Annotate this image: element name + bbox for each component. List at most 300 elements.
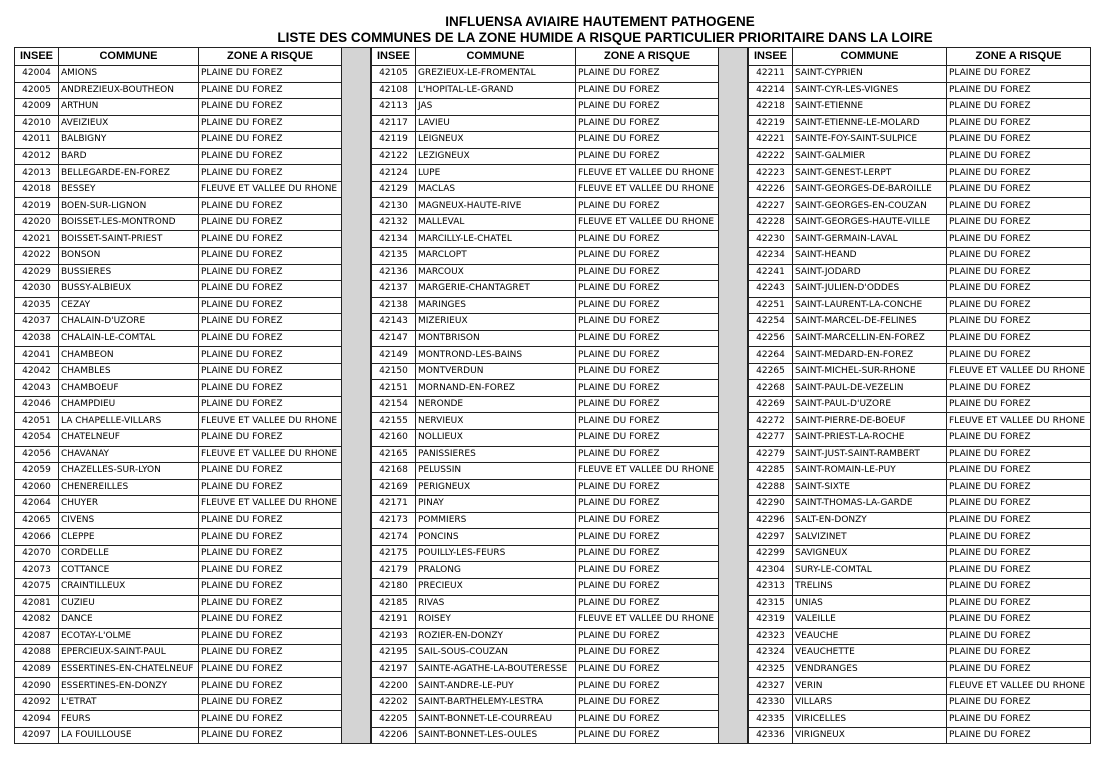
zone-cell: PLAINE DU FOREZ	[576, 66, 719, 83]
commune-cell: BUSSY-ALBIEUX	[59, 281, 199, 298]
insee-cell: 42150	[372, 363, 416, 380]
table-row	[15, 264, 342, 281]
commune-cell: FEURS	[59, 711, 199, 728]
table-row	[372, 529, 719, 546]
insee-cell: 42222	[749, 148, 793, 165]
commune-cell: SAINT-GALMIER	[793, 148, 947, 165]
table-row	[372, 678, 719, 695]
zone-cell: PLAINE DU FOREZ	[947, 380, 1091, 397]
zone-cell: PLAINE DU FOREZ	[576, 330, 719, 347]
table-row	[749, 231, 1091, 248]
commune-cell: CUZIEU	[59, 595, 199, 612]
zone-cell: PLAINE DU FOREZ	[947, 578, 1091, 595]
commune-cell: MORNAND-EN-FOREZ	[416, 380, 576, 397]
insee-cell: 42119	[372, 132, 416, 149]
insee-cell: 42211	[749, 66, 793, 83]
zone-cell: PLAINE DU FOREZ	[199, 231, 342, 248]
commune-cell: MONTROND-LES-BAINS	[416, 347, 576, 364]
insee-cell: 42234	[749, 248, 793, 265]
insee-cell: 42117	[372, 115, 416, 132]
zone-cell: PLAINE DU FOREZ	[199, 612, 342, 629]
zone-cell: PLAINE DU FOREZ	[199, 132, 342, 149]
commune-cell: SAINT-GEORGES-EN-COUZAN	[793, 198, 947, 215]
zone-cell: PLAINE DU FOREZ	[576, 595, 719, 612]
commune-cell: PINAY	[416, 496, 576, 513]
table-row	[15, 545, 342, 562]
insee-cell: 42134	[372, 231, 416, 248]
document-title: INFLUENSA AVIAIRE HAUTEMENT PATHOGENE	[445, 14, 755, 29]
table-row	[749, 496, 1091, 513]
commune-cell: MALLEVAL	[416, 214, 576, 231]
commune-cell: MARCILLY-LE-CHATEL	[416, 231, 576, 248]
commune-cell: SAIL-SOUS-COUZAN	[416, 645, 576, 662]
commune-cell: CHAMPDIEU	[59, 396, 199, 413]
zone-cell: FLEUVE ET VALLEE DU RHONE	[947, 678, 1091, 695]
commune-cell: VILLARS	[793, 694, 947, 711]
insee-cell: 42325	[749, 661, 793, 678]
zone-cell: PLAINE DU FOREZ	[947, 115, 1091, 132]
commune-cell: BOISSET-SAINT-PRIEST	[59, 231, 199, 248]
insee-cell: 42042	[15, 363, 59, 380]
commune-cell: SAINT-CYR-LES-VIGNES	[793, 82, 947, 99]
header-insee: INSEE	[749, 48, 793, 66]
insee-cell: 42330	[749, 694, 793, 711]
insee-cell: 42228	[749, 214, 793, 231]
table-row	[749, 380, 1091, 397]
zone-cell: PLAINE DU FOREZ	[947, 132, 1091, 149]
zone-cell: PLAINE DU FOREZ	[199, 396, 342, 413]
table-row	[372, 248, 719, 265]
insee-cell: 42005	[15, 82, 59, 99]
zone-cell: PLAINE DU FOREZ	[947, 99, 1091, 116]
zone-cell: PLAINE DU FOREZ	[199, 248, 342, 265]
commune-cell: VALEILLE	[793, 612, 947, 629]
commune-cell: LEZIGNEUX	[416, 148, 576, 165]
zone-cell: FLEUVE ET VALLEE DU RHONE	[199, 446, 342, 463]
zone-cell: PLAINE DU FOREZ	[576, 363, 719, 380]
table-row	[372, 297, 719, 314]
table-row	[15, 430, 342, 447]
table-row	[372, 363, 719, 380]
table-row	[372, 380, 719, 397]
insee-cell: 42066	[15, 529, 59, 546]
commune-cell: SAINT-GENEST-LERPT	[793, 165, 947, 182]
zone-cell: FLEUVE ET VALLEE DU RHONE	[576, 181, 719, 198]
table-row	[749, 248, 1091, 265]
zone-cell: PLAINE DU FOREZ	[199, 297, 342, 314]
insee-cell: 42191	[372, 612, 416, 629]
table-row	[372, 562, 719, 579]
table-row	[749, 363, 1091, 380]
insee-cell: 42035	[15, 297, 59, 314]
insee-cell: 42065	[15, 512, 59, 529]
zone-cell: PLAINE DU FOREZ	[576, 578, 719, 595]
insee-cell: 42174	[372, 529, 416, 546]
insee-cell: 42129	[372, 181, 416, 198]
table-row	[372, 578, 719, 595]
commune-cell: CORDELLE	[59, 545, 199, 562]
insee-cell: 42059	[15, 463, 59, 480]
insee-cell: 42256	[749, 330, 793, 347]
header-insee: INSEE	[372, 48, 416, 66]
commune-cell: BOISSET-LES-MONTROND	[59, 214, 199, 231]
commune-cell: JAS	[416, 99, 576, 116]
zone-cell: PLAINE DU FOREZ	[947, 165, 1091, 182]
insee-cell: 42269	[749, 396, 793, 413]
zone-cell: PLAINE DU FOREZ	[576, 529, 719, 546]
commune-cell: UNIAS	[793, 595, 947, 612]
insee-cell: 42010	[15, 115, 59, 132]
zone-cell: PLAINE DU FOREZ	[947, 628, 1091, 645]
commune-cell: PERIGNEUX	[416, 479, 576, 496]
zone-cell: PLAINE DU FOREZ	[199, 578, 342, 595]
table-row	[15, 198, 342, 215]
table-row	[15, 529, 342, 546]
zone-cell: PLAINE DU FOREZ	[947, 545, 1091, 562]
insee-cell: 42009	[15, 99, 59, 116]
insee-cell: 42147	[372, 330, 416, 347]
commune-cell: NERONDE	[416, 396, 576, 413]
commune-cell: CHALAIN-LE-COMTAL	[59, 330, 199, 347]
insee-cell: 42219	[749, 115, 793, 132]
commune-cell: MONTVERDUN	[416, 363, 576, 380]
table-row	[15, 214, 342, 231]
zone-cell: PLAINE DU FOREZ	[199, 363, 342, 380]
table-row	[372, 82, 719, 99]
insee-cell: 42070	[15, 545, 59, 562]
insee-cell: 42268	[749, 380, 793, 397]
zone-cell: FLEUVE ET VALLEE DU RHONE	[576, 612, 719, 629]
table-row	[15, 612, 342, 629]
commune-cell: CRAINTILLEUX	[59, 578, 199, 595]
insee-cell: 42012	[15, 148, 59, 165]
insee-cell: 42018	[15, 181, 59, 198]
table-row	[372, 446, 719, 463]
table-row	[749, 214, 1091, 231]
table-row	[15, 628, 342, 645]
table-row	[749, 99, 1091, 116]
insee-cell: 42315	[749, 595, 793, 612]
commune-cell: MARGERIE-CHANTAGRET	[416, 281, 576, 298]
insee-cell: 42327	[749, 678, 793, 695]
commune-cell: MARCOUX	[416, 264, 576, 281]
zone-cell: PLAINE DU FOREZ	[199, 264, 342, 281]
commune-cell: CHAZELLES-SUR-LYON	[59, 463, 199, 480]
table-row	[372, 612, 719, 629]
zone-cell: PLAINE DU FOREZ	[947, 214, 1091, 231]
commune-cell: SAINT-SIXTE	[793, 479, 947, 496]
insee-cell: 42319	[749, 612, 793, 629]
table-row	[749, 727, 1091, 744]
insee-cell: 42149	[372, 347, 416, 364]
column-separator	[341, 47, 371, 744]
insee-cell: 42185	[372, 595, 416, 612]
insee-cell: 42155	[372, 413, 416, 430]
zone-cell: PLAINE DU FOREZ	[576, 645, 719, 662]
commune-cell: CIVENS	[59, 512, 199, 529]
table-row	[372, 115, 719, 132]
insee-cell: 42241	[749, 264, 793, 281]
insee-cell: 42313	[749, 578, 793, 595]
table-row	[749, 396, 1091, 413]
table-row	[15, 661, 342, 678]
header-commune: COMMUNE	[59, 48, 199, 66]
zone-cell: PLAINE DU FOREZ	[947, 496, 1091, 513]
zone-cell: PLAINE DU FOREZ	[199, 430, 342, 447]
insee-cell: 42214	[749, 82, 793, 99]
commune-cell: ROZIER-EN-DONZY	[416, 628, 576, 645]
commune-cell: SAINT-PIERRE-DE-BOEUF	[793, 413, 947, 430]
commune-cell: MARINGES	[416, 297, 576, 314]
insee-cell: 42323	[749, 628, 793, 645]
insee-cell: 42081	[15, 595, 59, 612]
zone-cell: PLAINE DU FOREZ	[947, 264, 1091, 281]
table-row	[372, 347, 719, 364]
zone-cell: PLAINE DU FOREZ	[576, 446, 719, 463]
insee-cell: 42037	[15, 314, 59, 331]
zone-cell: PLAINE DU FOREZ	[947, 82, 1091, 99]
zone-cell: PLAINE DU FOREZ	[576, 545, 719, 562]
commune-cell: BELLEGARDE-EN-FOREZ	[59, 165, 199, 182]
commune-cell: MONTBRISON	[416, 330, 576, 347]
zone-cell: PLAINE DU FOREZ	[199, 314, 342, 331]
table-row	[749, 82, 1091, 99]
commune-cell: L'HOPITAL-LE-GRAND	[416, 82, 576, 99]
commune-cell: LEIGNEUX	[416, 132, 576, 149]
commune-cell: SAINT-MEDARD-EN-FOREZ	[793, 347, 947, 364]
zone-cell: PLAINE DU FOREZ	[199, 82, 342, 99]
commune-cell: SAINT-BONNET-LE-COURREAU	[416, 711, 576, 728]
column-separator	[718, 47, 748, 744]
insee-cell: 42087	[15, 628, 59, 645]
commune-cell: L'ETRAT	[59, 694, 199, 711]
table-row	[372, 479, 719, 496]
zone-cell: PLAINE DU FOREZ	[576, 396, 719, 413]
table-row	[372, 198, 719, 215]
insee-cell: 42097	[15, 727, 59, 744]
zone-cell: PLAINE DU FOREZ	[199, 562, 342, 579]
insee-cell: 42041	[15, 347, 59, 364]
insee-cell: 42288	[749, 479, 793, 496]
table-row	[15, 694, 342, 711]
insee-cell: 42195	[372, 645, 416, 662]
zone-cell: PLAINE DU FOREZ	[576, 479, 719, 496]
zone-cell: PLAINE DU FOREZ	[576, 99, 719, 116]
commune-cell: BOEN-SUR-LIGNON	[59, 198, 199, 215]
commune-cell: VIRIGNEUX	[793, 727, 947, 744]
zone-cell: PLAINE DU FOREZ	[199, 545, 342, 562]
commune-cell: EPERCIEUX-SAINT-PAUL	[59, 645, 199, 662]
commune-cell: PONCINS	[416, 529, 576, 546]
communes-table-2	[371, 47, 719, 744]
insee-cell: 42030	[15, 281, 59, 298]
commune-cell: MACLAS	[416, 181, 576, 198]
header-commune: COMMUNE	[793, 48, 947, 66]
communes-table-1	[14, 47, 342, 744]
table-row	[749, 612, 1091, 629]
insee-cell: 42011	[15, 132, 59, 149]
table-row	[749, 132, 1091, 149]
zone-cell: PLAINE DU FOREZ	[199, 66, 342, 83]
commune-cell: SAINT-GEORGES-DE-BAROILLE	[793, 181, 947, 198]
table-row	[372, 181, 719, 198]
table-row	[749, 148, 1091, 165]
table-row	[372, 694, 719, 711]
insee-cell: 42073	[15, 562, 59, 579]
commune-cell: SAINT-LAURENT-LA-CONCHE	[793, 297, 947, 314]
zone-cell: PLAINE DU FOREZ	[199, 661, 342, 678]
zone-cell: PLAINE DU FOREZ	[576, 678, 719, 695]
zone-cell: PLAINE DU FOREZ	[947, 529, 1091, 546]
commune-cell: MAGNEUX-HAUTE-RIVE	[416, 198, 576, 215]
insee-cell: 42279	[749, 446, 793, 463]
insee-cell: 42206	[372, 727, 416, 744]
table-row	[372, 661, 719, 678]
commune-cell: SAINT-BONNET-LES-OULES	[416, 727, 576, 744]
commune-cell: LUPE	[416, 165, 576, 182]
zone-cell: FLEUVE ET VALLEE DU RHONE	[199, 413, 342, 430]
zone-cell: PLAINE DU FOREZ	[199, 694, 342, 711]
table-row	[372, 66, 719, 83]
table-row	[749, 347, 1091, 364]
table-row	[749, 529, 1091, 546]
insee-cell: 42038	[15, 330, 59, 347]
header-zone: ZONE A RISQUE	[947, 48, 1091, 66]
zone-cell: PLAINE DU FOREZ	[576, 198, 719, 215]
table-row	[749, 578, 1091, 595]
commune-cell: SAINT-GERMAIN-LAVAL	[793, 231, 947, 248]
commune-cell: BARD	[59, 148, 199, 165]
zone-cell: PLAINE DU FOREZ	[576, 231, 719, 248]
zone-cell: FLEUVE ET VALLEE DU RHONE	[947, 363, 1091, 380]
zone-cell: PLAINE DU FOREZ	[199, 115, 342, 132]
table-row	[749, 165, 1091, 182]
table-row	[15, 363, 342, 380]
table-row	[372, 628, 719, 645]
commune-cell: PRALONG	[416, 562, 576, 579]
table-row	[749, 694, 1091, 711]
table-row	[749, 264, 1091, 281]
table-row	[749, 512, 1091, 529]
insee-cell: 42138	[372, 297, 416, 314]
commune-cell: VIRICELLES	[793, 711, 947, 728]
header-zone: ZONE A RISQUE	[199, 48, 342, 66]
zone-cell: PLAINE DU FOREZ	[947, 479, 1091, 496]
zone-cell: PLAINE DU FOREZ	[199, 463, 342, 480]
insee-cell: 42202	[372, 694, 416, 711]
zone-cell: PLAINE DU FOREZ	[947, 231, 1091, 248]
table-row	[749, 463, 1091, 480]
zone-cell: PLAINE DU FOREZ	[947, 595, 1091, 612]
insee-cell: 42021	[15, 231, 59, 248]
insee-cell: 42165	[372, 446, 416, 463]
table-row	[15, 148, 342, 165]
commune-cell: VEAUCHE	[793, 628, 947, 645]
table-row	[15, 347, 342, 364]
insee-cell: 42160	[372, 430, 416, 447]
zone-cell: PLAINE DU FOREZ	[947, 314, 1091, 331]
zone-cell: PLAINE DU FOREZ	[576, 248, 719, 265]
commune-cell: BESSEY	[59, 181, 199, 198]
zone-cell: PLAINE DU FOREZ	[947, 181, 1091, 198]
table-row	[372, 645, 719, 662]
zone-cell: PLAINE DU FOREZ	[947, 396, 1091, 413]
insee-cell: 42051	[15, 413, 59, 430]
insee-cell: 42046	[15, 396, 59, 413]
table-row	[749, 562, 1091, 579]
insee-cell: 42029	[15, 264, 59, 281]
zone-cell: PLAINE DU FOREZ	[576, 380, 719, 397]
zone-cell: PLAINE DU FOREZ	[199, 330, 342, 347]
commune-cell: SAINT-PAUL-D'UZORE	[793, 396, 947, 413]
insee-cell: 42230	[749, 231, 793, 248]
insee-cell: 42272	[749, 413, 793, 430]
table-row	[15, 231, 342, 248]
insee-cell: 42043	[15, 380, 59, 397]
commune-cell: TRELINS	[793, 578, 947, 595]
communes-table-3	[748, 47, 1091, 744]
table-row	[749, 281, 1091, 298]
zone-cell: PLAINE DU FOREZ	[199, 711, 342, 728]
insee-cell: 42137	[372, 281, 416, 298]
zone-cell: PLAINE DU FOREZ	[199, 595, 342, 612]
commune-cell: NERVIEUX	[416, 413, 576, 430]
insee-cell: 42090	[15, 678, 59, 695]
table-row	[15, 82, 342, 99]
zone-cell: PLAINE DU FOREZ	[199, 165, 342, 182]
commune-cell: CEZAY	[59, 297, 199, 314]
zone-cell: FLEUVE ET VALLEE DU RHONE	[576, 463, 719, 480]
zone-cell: PLAINE DU FOREZ	[947, 562, 1091, 579]
table-row	[15, 413, 342, 430]
insee-cell: 42175	[372, 545, 416, 562]
zone-cell: PLAINE DU FOREZ	[947, 661, 1091, 678]
table-row	[372, 463, 719, 480]
zone-cell: FLEUVE ET VALLEE DU RHONE	[576, 165, 719, 182]
commune-cell: MARCLOPT	[416, 248, 576, 265]
zone-cell: PLAINE DU FOREZ	[199, 99, 342, 116]
table-row	[372, 99, 719, 116]
table-row	[372, 314, 719, 331]
zone-cell: PLAINE DU FOREZ	[947, 512, 1091, 529]
commune-cell: DANCE	[59, 612, 199, 629]
commune-cell: VEAUCHETTE	[793, 645, 947, 662]
zone-cell: PLAINE DU FOREZ	[576, 347, 719, 364]
table-row	[372, 264, 719, 281]
commune-cell: ANDREZIEUX-BOUTHEON	[59, 82, 199, 99]
table-row	[15, 396, 342, 413]
commune-cell: SAINT-JODARD	[793, 264, 947, 281]
table-row	[372, 430, 719, 447]
zone-cell: PLAINE DU FOREZ	[576, 132, 719, 149]
zone-cell: FLEUVE ET VALLEE DU RHONE	[199, 496, 342, 513]
zone-cell: PLAINE DU FOREZ	[576, 281, 719, 298]
commune-cell: VENDRANGES	[793, 661, 947, 678]
insee-cell: 42173	[372, 512, 416, 529]
insee-cell: 42285	[749, 463, 793, 480]
commune-cell: CHAVANAY	[59, 446, 199, 463]
table-row	[749, 314, 1091, 331]
table-row	[372, 711, 719, 728]
zone-cell: PLAINE DU FOREZ	[576, 413, 719, 430]
insee-cell: 42193	[372, 628, 416, 645]
table-row	[372, 330, 719, 347]
zone-cell: PLAINE DU FOREZ	[576, 661, 719, 678]
zone-cell: PLAINE DU FOREZ	[947, 198, 1091, 215]
zone-cell: PLAINE DU FOREZ	[947, 446, 1091, 463]
table-row	[15, 562, 342, 579]
commune-cell: CHAMBEON	[59, 347, 199, 364]
